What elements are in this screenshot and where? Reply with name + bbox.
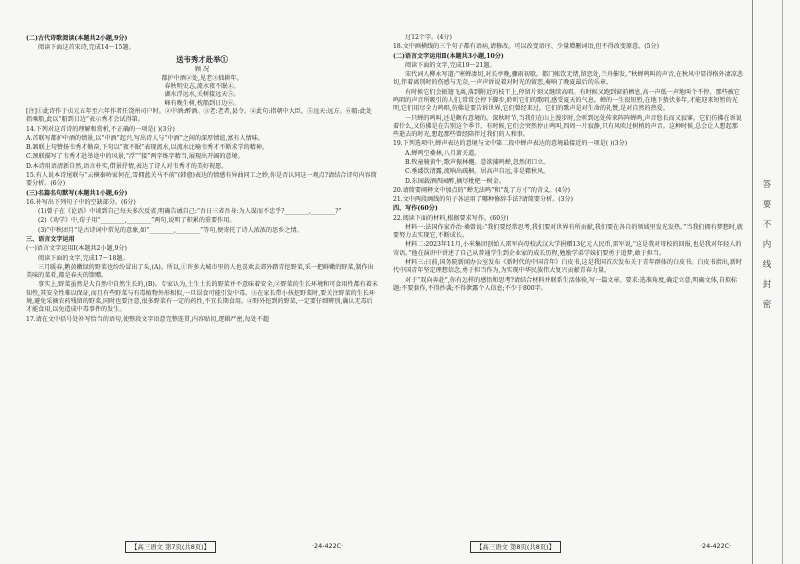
binding-char: 不 — [762, 220, 772, 230]
page-footer-left — [125, 542, 216, 551]
poem-line: 都护中酒②处,见老③拙耕年。 — [161, 74, 243, 82]
question-17: 17.请在文中括号处补写恰当的语句,使整段文字语意完整连贯,内容贴切,逻辑严密,每处不超 — [26, 315, 269, 323]
q14-option-d: D.本诗用语清新自然,语言朴实,借景抒情,表达了诗人对韦秀才的美好祝愿。 — [26, 162, 228, 170]
binding-char: 内 — [762, 240, 772, 250]
material-1: 材料一:法国作家乔治·桑曾说:“我们要经常思考,我们要对世界有所贡献,我们要在各自的领域里发光发热。”当我们拥有梦想时,就要努力去实现它,不断成长。 — [393, 223, 743, 240]
poem-author: 顾 况 — [194, 65, 210, 73]
cicada-paragraph-3: 一只蝉的鸣叫,还是颇有意境的。深秋时节,当我们在山上漫步时,会听到远处传来阵阵蝉鸣,声音悠长而又寂寥。它们仿佛在诉说着什么,又仿佛是在告别这个季节。有时候,它们会突然停止鸣叫,四周一片寂静,只有风吹过树梢的声音。这种时候,总会让人想起那些逝去的时光,想起那些曾经陪伴过我们的人和事。 — [393, 114, 742, 139]
section-poetry-heading: (二)古代诗歌阅读(本题共2小题,9分) — [26, 35, 128, 42]
page-label: 【高三语文 第7页(共8页)】 — [125, 541, 216, 553]
paper-code-left: ·24-422C· — [312, 542, 344, 550]
section-writing-heading: 四、写作(60分) — [393, 205, 438, 213]
section-language-heading: 三、语言文字运用 — [26, 235, 75, 243]
q19-option-c: C.垂緌饮清露,流响出疏桐。居高声自远,非是藉秋风。 — [405, 168, 550, 176]
binding-label — [758, 175, 776, 315]
q19-option-b: B.牧童骑黄牛,歌声振林樾。意欲捕鸣蝉,忽然闭口立。 — [405, 158, 550, 166]
binding-edge — [782, 0, 783, 564]
poem-line: 峰有晚生树,枕船到日边⑥。 — [164, 99, 240, 107]
page-footer-right — [470, 542, 561, 551]
language-intro-2: 阅读下面的文字,完成19～21题。 — [405, 61, 496, 69]
q14-option-a: A.首联写都护中酒的情景,以“中酒”起兴,写出诗人与“中酒”之间的深厚情谊,富有人情味。 — [26, 134, 264, 142]
material-2: 材料二:2023年11月,小米集团创始人雷军向母校武汉大学捐赠13亿元人民币,雷军说,“这是我对母校的回报,也是我对年轻人的寄语。”他在演讲中讲述了自己从普通学生到企业家的成长历程,勉励学弟学妹们要勇于追梦,敢于担当。 — [393, 241, 742, 257]
paper-code-right: ·24-422C· — [700, 542, 732, 550]
cicada-paragraph-1: 宋代词人柳永写道:“寒蝉凄切,对长亭晚,骤雨初歇。都门帐饮无绪,留恋处,兰舟催发。”秋蝉鸣叫的声音,在秋风中显得格外凄凉悲切,伴着离别时的伤感与无奈,一声声诉说着对时光的留恋,奏响了晚夏最后的乐章。 — [393, 71, 743, 87]
material-3: 材料三:日前,国务院新闻办公室发布《新时代的中国青年》白皮书,这是我国首次发布关于青年群体的白皮书。白皮书指出,新时代中国青年坚定理想信念,勇于担当作为,为实现中华民族伟大复兴贡献青春力量。 — [393, 259, 742, 275]
writing-requirement: 对于“双向奔赴”,你有怎样的感悟和思考?请结合材料并联系生活体验,写一篇文章。要求:选准角度,确定立意,明确文体,自拟标题;不要套作,不得抄袭;不得泄露个人信息;不少于800字。 — [393, 276, 738, 292]
binding-char: 要 — [762, 200, 772, 210]
passage-paragraph-2: 事实上,野菜虽然是大自然中自然生长的,(B)。专家认为,土生土长的野菜并不意味着安全,②野菜的生长环境和可食用性都有着未知性,其安全性难以保证,而且有些野菜与有毒植物外形相似,一旦误食可能引发中毒。③在家长带小孩挖野菜时,要关注野菜的生长环境,避免采摘农药残留的野菜,同时也要注意,很多野菜有一定的药性,不宜长期食用。④野外挖到的野菜,一定要仔细辨别,确认无毒后才能食用,以免造成中毒事件的发生。 — [26, 281, 378, 314]
binding-line — [752, 0, 753, 564]
question-15: 15.有人说本诗尾联与“云横秦岭家何在,雪拥蓝关马不前”(韩愈)表达的情感有异曲同工之妙,你是否认同这一观点?请结合诗句内容简要分析。(6分) — [26, 172, 377, 188]
left-column — [26, 34, 378, 534]
binding-char: 线 — [762, 260, 772, 270]
question-22: 22.阅读下面的材料,根据要求写作。(60分) — [393, 214, 509, 222]
binding-char: 封 — [762, 280, 772, 290]
language-sub-heading-2: (二)语言文字运用Ⅱ(本题共3小题,10分) — [393, 52, 504, 60]
language-sub-heading: (一)语言文字运用Ⅰ(本题共2小题,9分) — [26, 245, 127, 253]
section-dictation-heading: (三)名篇名句默写(本题共1小题,6分) — [26, 189, 128, 197]
binding-char: 答 — [762, 180, 772, 190]
q14-option-b: B.颔联上句赞扬韦秀才勤奋,下句以“夜不眠”表现流水,以流水比喻韦秀才不断求学的精神。 — [26, 144, 268, 152]
q16-item-3: (3)“中秋团月”是古诗词中常见的意象,如“________,________”等句,便寄托了诗人浓浓的思乡之情。 — [38, 226, 303, 234]
q16-item-1: (1)曾子在《论语》中谈到自己每天多次反省,明确告诫自己:“吾日三省吾身:为人谋而不忠乎?________,________?” — [38, 208, 342, 216]
question-21: 21.文中两段画线的句子各运用了哪种修辞手法?请简要分析。(3分) — [393, 196, 574, 204]
question-18: 18.文中画横线的三个句子都有语病,请修改。可以改变语序、少量增删词语,但不得改变原意。(5分) — [393, 43, 659, 51]
language-intro: 阅读下面的文字,完成17～18题。 — [38, 254, 129, 262]
q19-option-d: D.东园载酒西园醉,摘尽枇杷一树金。 — [405, 177, 505, 185]
question-19: 19.下列选项中,蝉声表达的意境与文中第二段中蝉声表达的意境最接近的一项是( )(3分) — [393, 140, 628, 148]
poem-line: 湖水浮远水,关树接远天⑤。 — [164, 91, 240, 99]
binding-char: 密 — [762, 300, 772, 310]
q14-option-c: C.颈联描写了韦秀才赴举途中的风景,“浮”“接”两字炼字精当,展现出开阔的意境。 — [26, 153, 244, 161]
q19-option-a: A.蝉鸣空桑林,八月萧关道。 — [405, 149, 481, 157]
cicada-paragraph-2: 有时候它们会振翅飞离,落到附近的枝干上,停留片刻又继续高唱。有时候又跑到窗前栖息,高一声低一声地叫个不停。那些被它鸣唱的声音所吸引的人们,常常会停下脚步,聆听它们的歌唱,感受夏天的气息。蝉的一生很短暂,在地下蛰伏多年,才能迎来短暂的光明,它们用尽全力鸣唱,仿佛是要告诉世界,它们曾经来过。它们的歌声是对生命的礼赞,是对自然的热爱。 — [393, 88, 740, 113]
question-14: 14.下列对这首诗的理解和赏析,不正确的一项是( )(3分) — [26, 125, 175, 133]
right-column — [393, 34, 743, 534]
q17-continuation: 过12个字。(4分) — [405, 34, 452, 41]
poem-title: 送韦秀才赴举① — [176, 54, 228, 64]
poem-note: [注]①此诗作于贞元五年至六年作者任饶州司户时。②中酒:醉酒。③老:老者,县令。④此句:指朝中大臣。⑤远天:远方。⑥船:此处指乘船,此以“船到日边”表示秀才会试得第。 — [26, 108, 373, 124]
q16-item-2: (2)《劝学》中,荀子用“________,________”两句,说明了积累的重要作用。 — [38, 217, 236, 225]
page-label: 【高三语文 第8页(共8页)】 — [470, 541, 561, 553]
passage-paragraph-1: 三月暖春,鹅黄嫩绿的野菜也纷纷冒出了头,(A)。所以,①许多大城市里的人也喜欢去郊外踏青挖野菜,采一把鲜嫩的野菜,制作出美味的菜肴,都是春天的馈赠。 — [26, 263, 374, 280]
poem-line: 春秋明史志,流水夜不眠④。 — [164, 83, 240, 91]
question-16: 16.补写出下列句子中的空缺部分。(6分) — [26, 198, 136, 206]
question-20: 20.请简要阐释文中加点的“蝉无法鸣”和“乱了方寸”的含义。(4分) — [393, 186, 571, 194]
poetry-intro: 阅读下面这首宋诗,完成14～15题。 — [38, 44, 135, 52]
